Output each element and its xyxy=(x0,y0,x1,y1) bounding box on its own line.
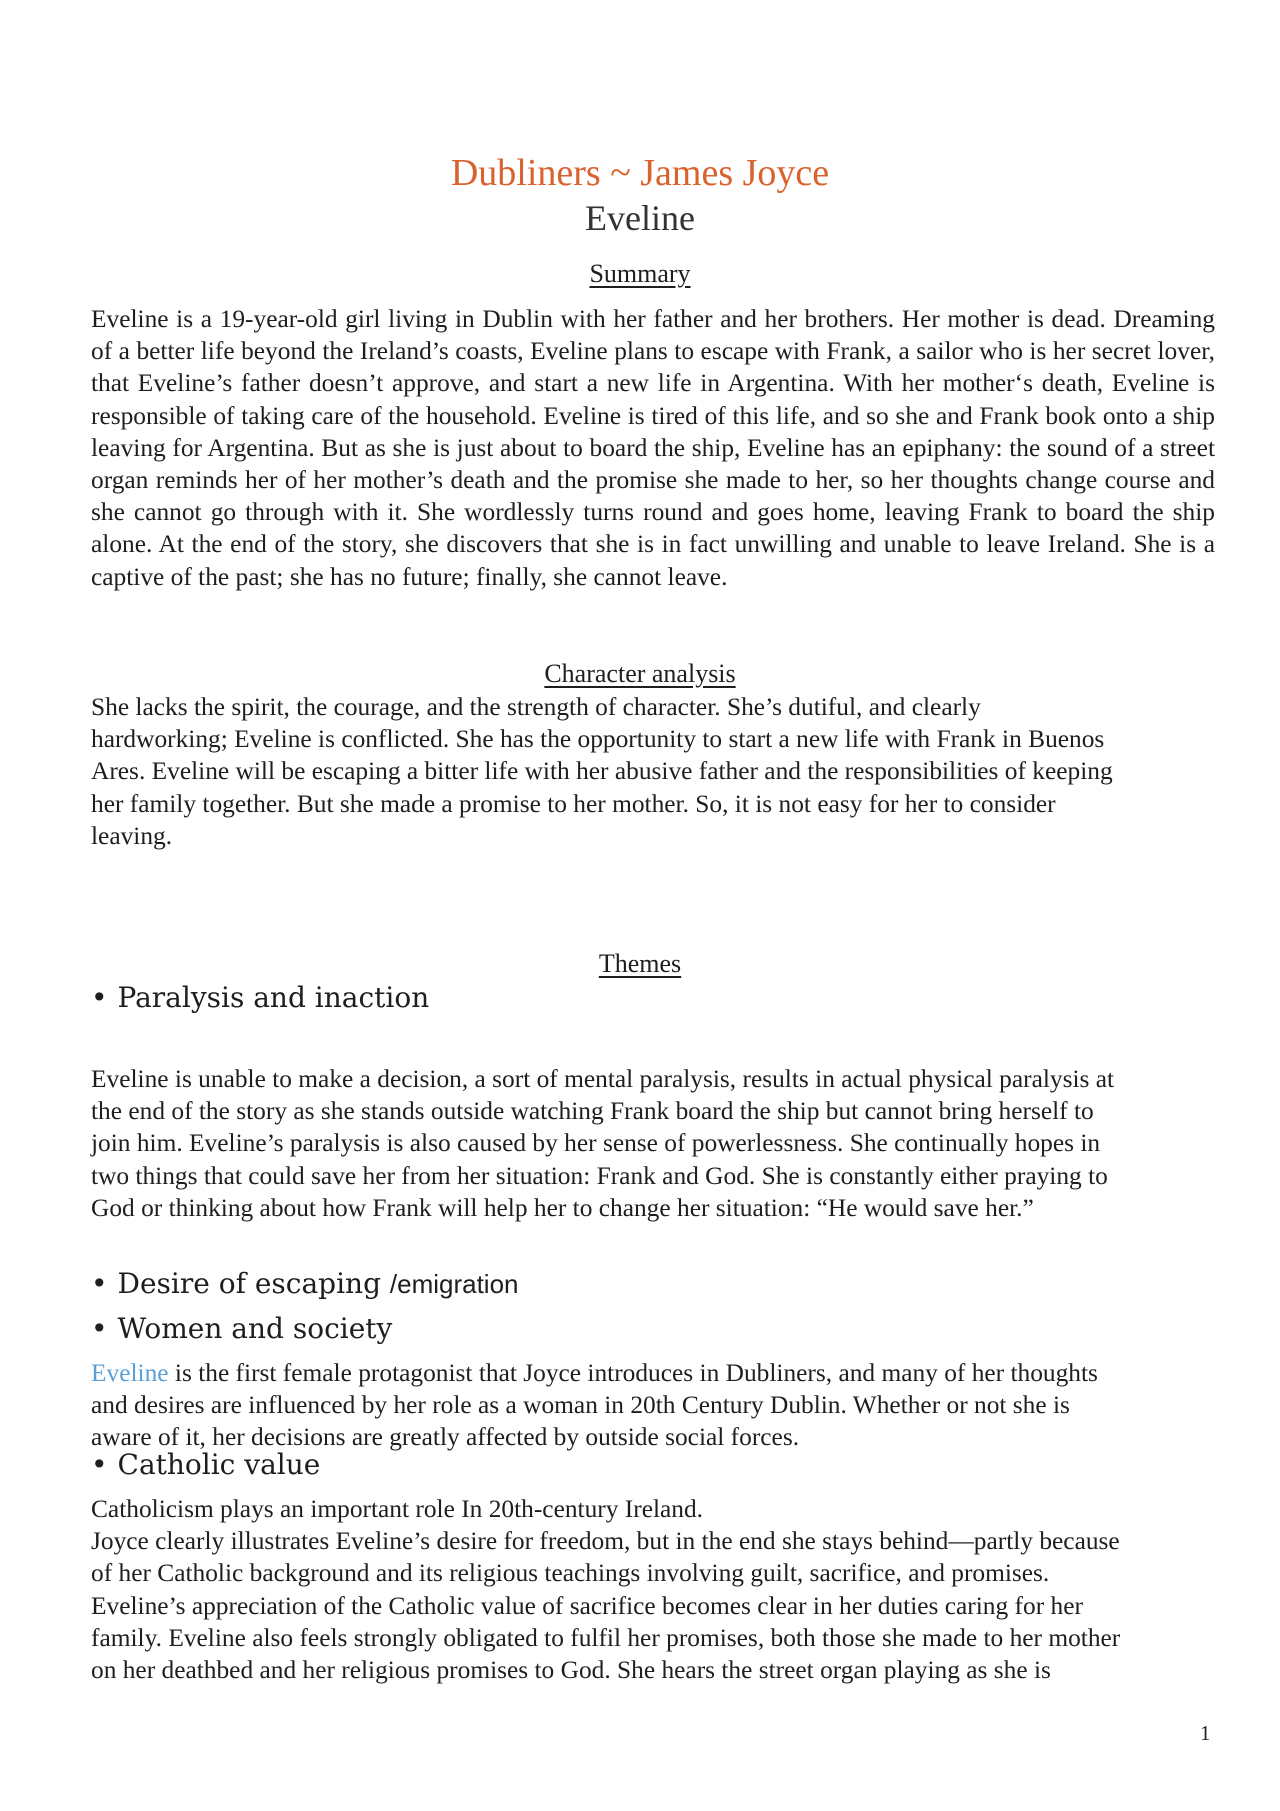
bullet-icon: • xyxy=(91,1448,108,1481)
text-line: Catholicism plays an important role In 20th-century Ireland. xyxy=(91,1495,704,1523)
theme-title-suffix: /emigration xyxy=(389,1269,519,1299)
eveline-link[interactable]: Eveline xyxy=(91,1359,169,1387)
line-text: is the first female protagonist that Joyce introduces in Dubliners, and many of her thoughts xyxy=(168,1359,1098,1387)
text-line: Ares. Eveline will be escaping a bitter life with her abusive father and the responsibilities of keeping xyxy=(91,757,1113,786)
text-line: of her Catholic background and its religious teachings involving guilt, sacrifice, and promises. xyxy=(91,1559,1050,1588)
bullet-icon: • xyxy=(91,1312,108,1345)
bullet-icon: • xyxy=(91,981,108,1014)
theme-catholic-title xyxy=(91,1447,320,1483)
text-line: her family together. But she made a promise to her mother. So, it is not easy for her to consider xyxy=(91,789,1056,818)
theme-title-text: Paralysis and inaction xyxy=(117,981,430,1014)
theme-title-text: Desire of escaping xyxy=(117,1267,390,1300)
text-line: leaving. xyxy=(91,821,173,850)
page-number: 1 xyxy=(1200,1721,1211,1745)
theme-escaping-title xyxy=(91,1266,519,1302)
themes-heading: Themes xyxy=(598,949,682,978)
text-line: two things that could save her from her situation: Frank and God. She is constantly either praying to xyxy=(91,1161,1108,1190)
text-line: Eveline’s appreciation of the Catholic value of sacrifice becomes clear in her duties caring for her xyxy=(91,1591,1083,1620)
character-analysis-heading: Character analysis xyxy=(544,659,736,688)
text-line: God or thinking about how Frank will help her to change her situation: “He would save her.” xyxy=(91,1193,1034,1222)
theme-title-text: Women and society xyxy=(117,1312,393,1345)
summary-heading: Summary xyxy=(589,259,691,288)
theme-paralysis-title xyxy=(91,980,429,1016)
text-line: and desires are influenced by her role as a woman in 20th Century Dublin. Whether or not she is xyxy=(91,1391,1070,1420)
text-line: Joyce clearly illustrates Eveline’s desire for freedom, but in the end she stays behind—partly because xyxy=(91,1527,1120,1556)
theme-title-text: Catholic value xyxy=(117,1448,321,1481)
theme-women-paragraph xyxy=(91,1357,1215,1454)
text-line: Eveline is unable to make a decision, a sort of mental paralysis, results in actual physical paralysis at xyxy=(91,1065,1115,1093)
bullet-icon: • xyxy=(91,1267,108,1300)
text-line: the end of the story as she stands outside watching Frank board the ship but cannot bring herself to xyxy=(91,1097,1094,1126)
text-line: aware of it, her decisions are greatly affected by outside social forces. xyxy=(91,1423,800,1452)
summary-paragraph: Eveline is a 19-year-old girl living in Dublin with her father and her brothers. Her mother is dead. Dreaming of a better life beyond the Ireland’s coasts, Eveline plans to escape with Frank, a sailor who is her secret lover, that Eveline’s father doesn’t approve, and start a new life in Argentina. With her mother‘s death, Eveline is responsible of taking care of the household. Eveline is tired of this life, and so she and Frank book onto a ship leaving for Argentina. But as she is just about to board the ship, Eveline has an epiphany: the sound of a street organ reminds her of her mother’s death and the promise she made to her, so her thoughts change course and she cannot go through with it. She wordlessly turns round and goes home, leaving Frank to board the ship alone. At the end of the story, she discovers that she is in fact unwilling and unable to leave Ireland. She is a captive of the past; she has no future; finally, she cannot leave. xyxy=(91,305,1215,591)
theme-paralysis-paragraph xyxy=(91,1063,1215,1224)
character-analysis-paragraph xyxy=(91,691,1215,852)
document-title: Dubliners ~ James Joyce xyxy=(450,152,830,194)
text-line: on her deathbed and her religious promises to God. She hears the street organ playing as she is xyxy=(91,1656,1051,1685)
theme-women-title xyxy=(91,1311,392,1347)
text-line: hardworking; Eveline is conflicted. She has the opportunity to start a new life with Frank in Buenos xyxy=(91,725,1105,754)
theme-catholic-paragraph xyxy=(91,1493,1215,1686)
story-title: Eveline xyxy=(585,198,695,238)
text-line: join him. Eveline’s paralysis is also caused by her sense of powerlessness. She continually hopes in xyxy=(91,1129,1101,1158)
text-line xyxy=(91,1357,1215,1389)
text-line: family. Eveline also feels strongly obligated to fulfil her promises, both those she made to her mother xyxy=(91,1623,1121,1652)
text-line: She lacks the spirit, the courage, and the strength of character. She’s dutiful, and clearly xyxy=(91,693,981,721)
